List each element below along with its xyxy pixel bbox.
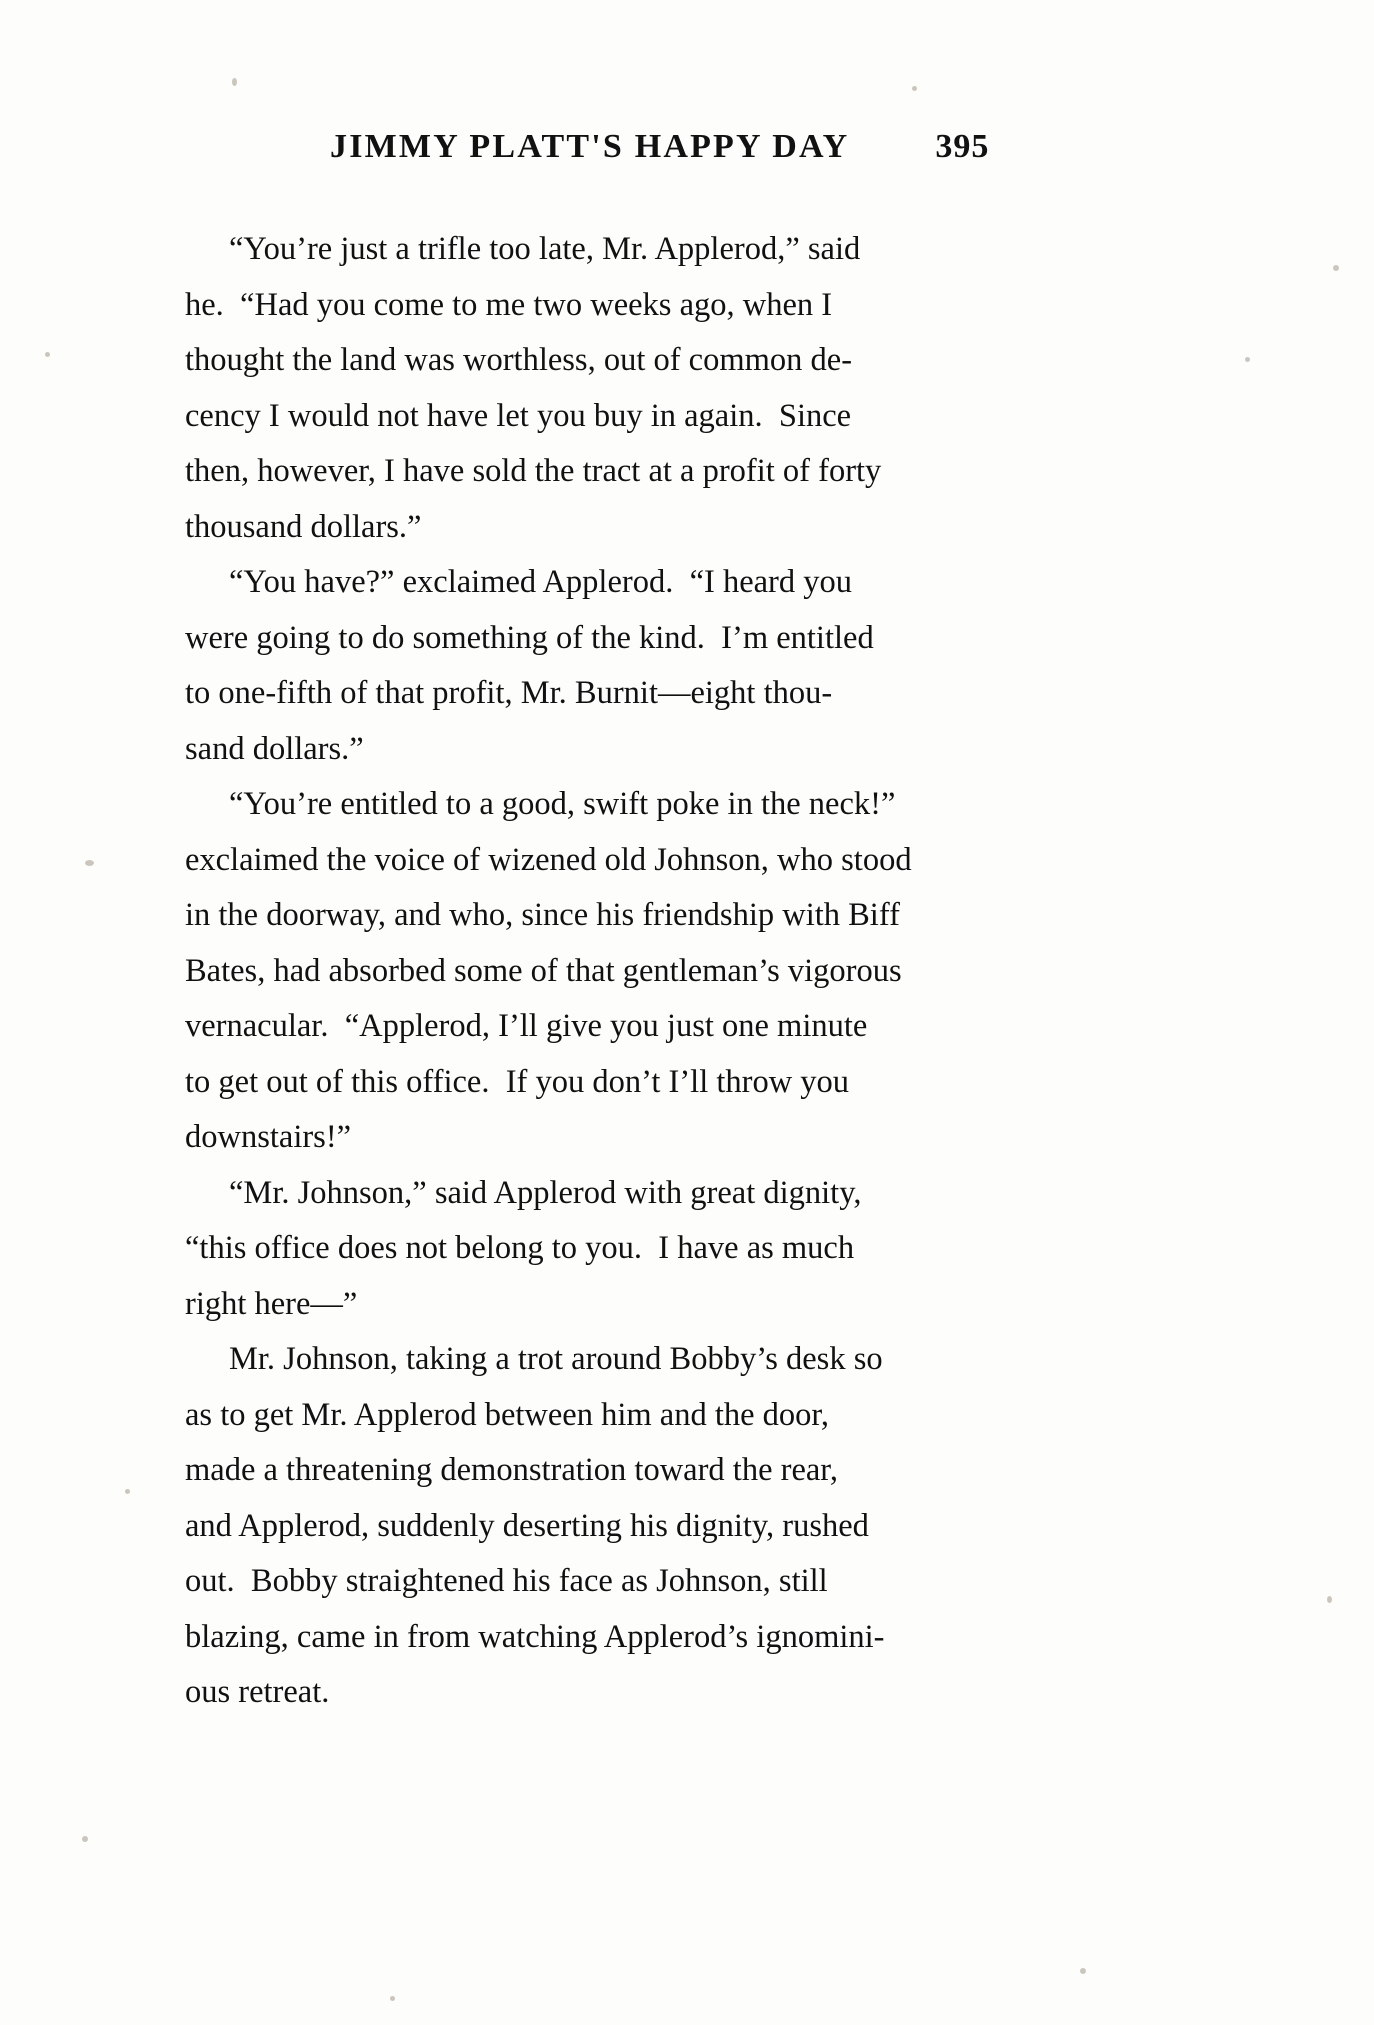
paper-speck xyxy=(1333,265,1339,271)
page-header xyxy=(175,128,1205,166)
text-line: cency I would not have let you buy in again. Since xyxy=(185,397,852,434)
text-line: exclaimed the voice of wizened old Johnson, who stood xyxy=(185,841,912,878)
text-line: “this office does not belong to you. I have as much xyxy=(185,1230,855,1266)
text-line: vernacular. “Applerod, I’ll give you just one minute xyxy=(185,1008,868,1044)
paragraph xyxy=(185,1166,1185,1333)
text-line: “Mr. Johnson,” said Applerod with great dignity, xyxy=(229,1174,862,1211)
paper-speck xyxy=(45,352,50,357)
text-line: “You have?” exclaimed Applerod. “I heard you xyxy=(229,564,853,600)
text-line: right here—” xyxy=(185,1285,358,1322)
text-line: “You’re entitled to a good, swift poke in the neck!” xyxy=(229,786,896,822)
text-line: and Applerod, suddenly deserting his dignity, rushed xyxy=(185,1507,869,1544)
paragraph xyxy=(185,1332,1185,1721)
text-line: Bates, had absorbed some of that gentleman’s vigorous xyxy=(185,952,902,989)
paper-speck xyxy=(82,1836,88,1842)
text-line: were going to do something of the kind. I’m entitled xyxy=(185,619,874,656)
text-line: then, however, I have sold the tract at a profit of forty xyxy=(185,453,882,489)
text-line: blazing, came in from watching Applerod’s ignomini- xyxy=(185,1618,885,1655)
text-line: downstairs!” xyxy=(185,1119,352,1155)
paper-speck xyxy=(232,78,237,86)
text-line: “You’re just a trifle too late, Mr. Applerod,” said xyxy=(229,231,861,267)
text-line: to get out of this office. If you don’t I’ll throw you xyxy=(185,1063,850,1100)
page-number: 395 xyxy=(935,128,990,165)
text-line: out. Bobby straightened his face as Johnson, still xyxy=(185,1563,828,1599)
paragraph xyxy=(185,777,1185,1166)
text-line: made a threatening demonstration toward the rear, xyxy=(185,1452,838,1488)
paper-speck xyxy=(390,1996,395,2001)
text-line: thought the land was worthless, out of common de- xyxy=(185,342,853,378)
paper-speck xyxy=(1080,1968,1086,1974)
body-text xyxy=(185,222,1185,1721)
paragraph xyxy=(185,222,1185,555)
paper-speck xyxy=(85,860,94,866)
text-line: to one-fifth of that profit, Mr. Burnit—eight thou- xyxy=(185,675,833,711)
paper-speck xyxy=(1327,1596,1332,1603)
text-line: as to get Mr. Applerod between him and the door, xyxy=(185,1396,830,1433)
text-line: he. “Had you come to me two weeks ago, when I xyxy=(185,286,833,323)
paper-speck xyxy=(912,86,917,91)
text-line: ous retreat. xyxy=(185,1674,330,1710)
text-line: sand dollars.” xyxy=(185,730,364,767)
text-line: in the doorway, and who, since his friendship with Biff xyxy=(185,897,900,933)
text-line: Mr. Johnson, taking a trot around Bobby’s desk so xyxy=(229,1341,883,1377)
running-title: JIMMY PLATT'S HAPPY DAY xyxy=(330,128,850,165)
text-line: thousand dollars.” xyxy=(185,508,422,545)
paper-speck xyxy=(125,1489,130,1494)
paper-speck xyxy=(1245,357,1250,362)
paragraph xyxy=(185,555,1185,777)
